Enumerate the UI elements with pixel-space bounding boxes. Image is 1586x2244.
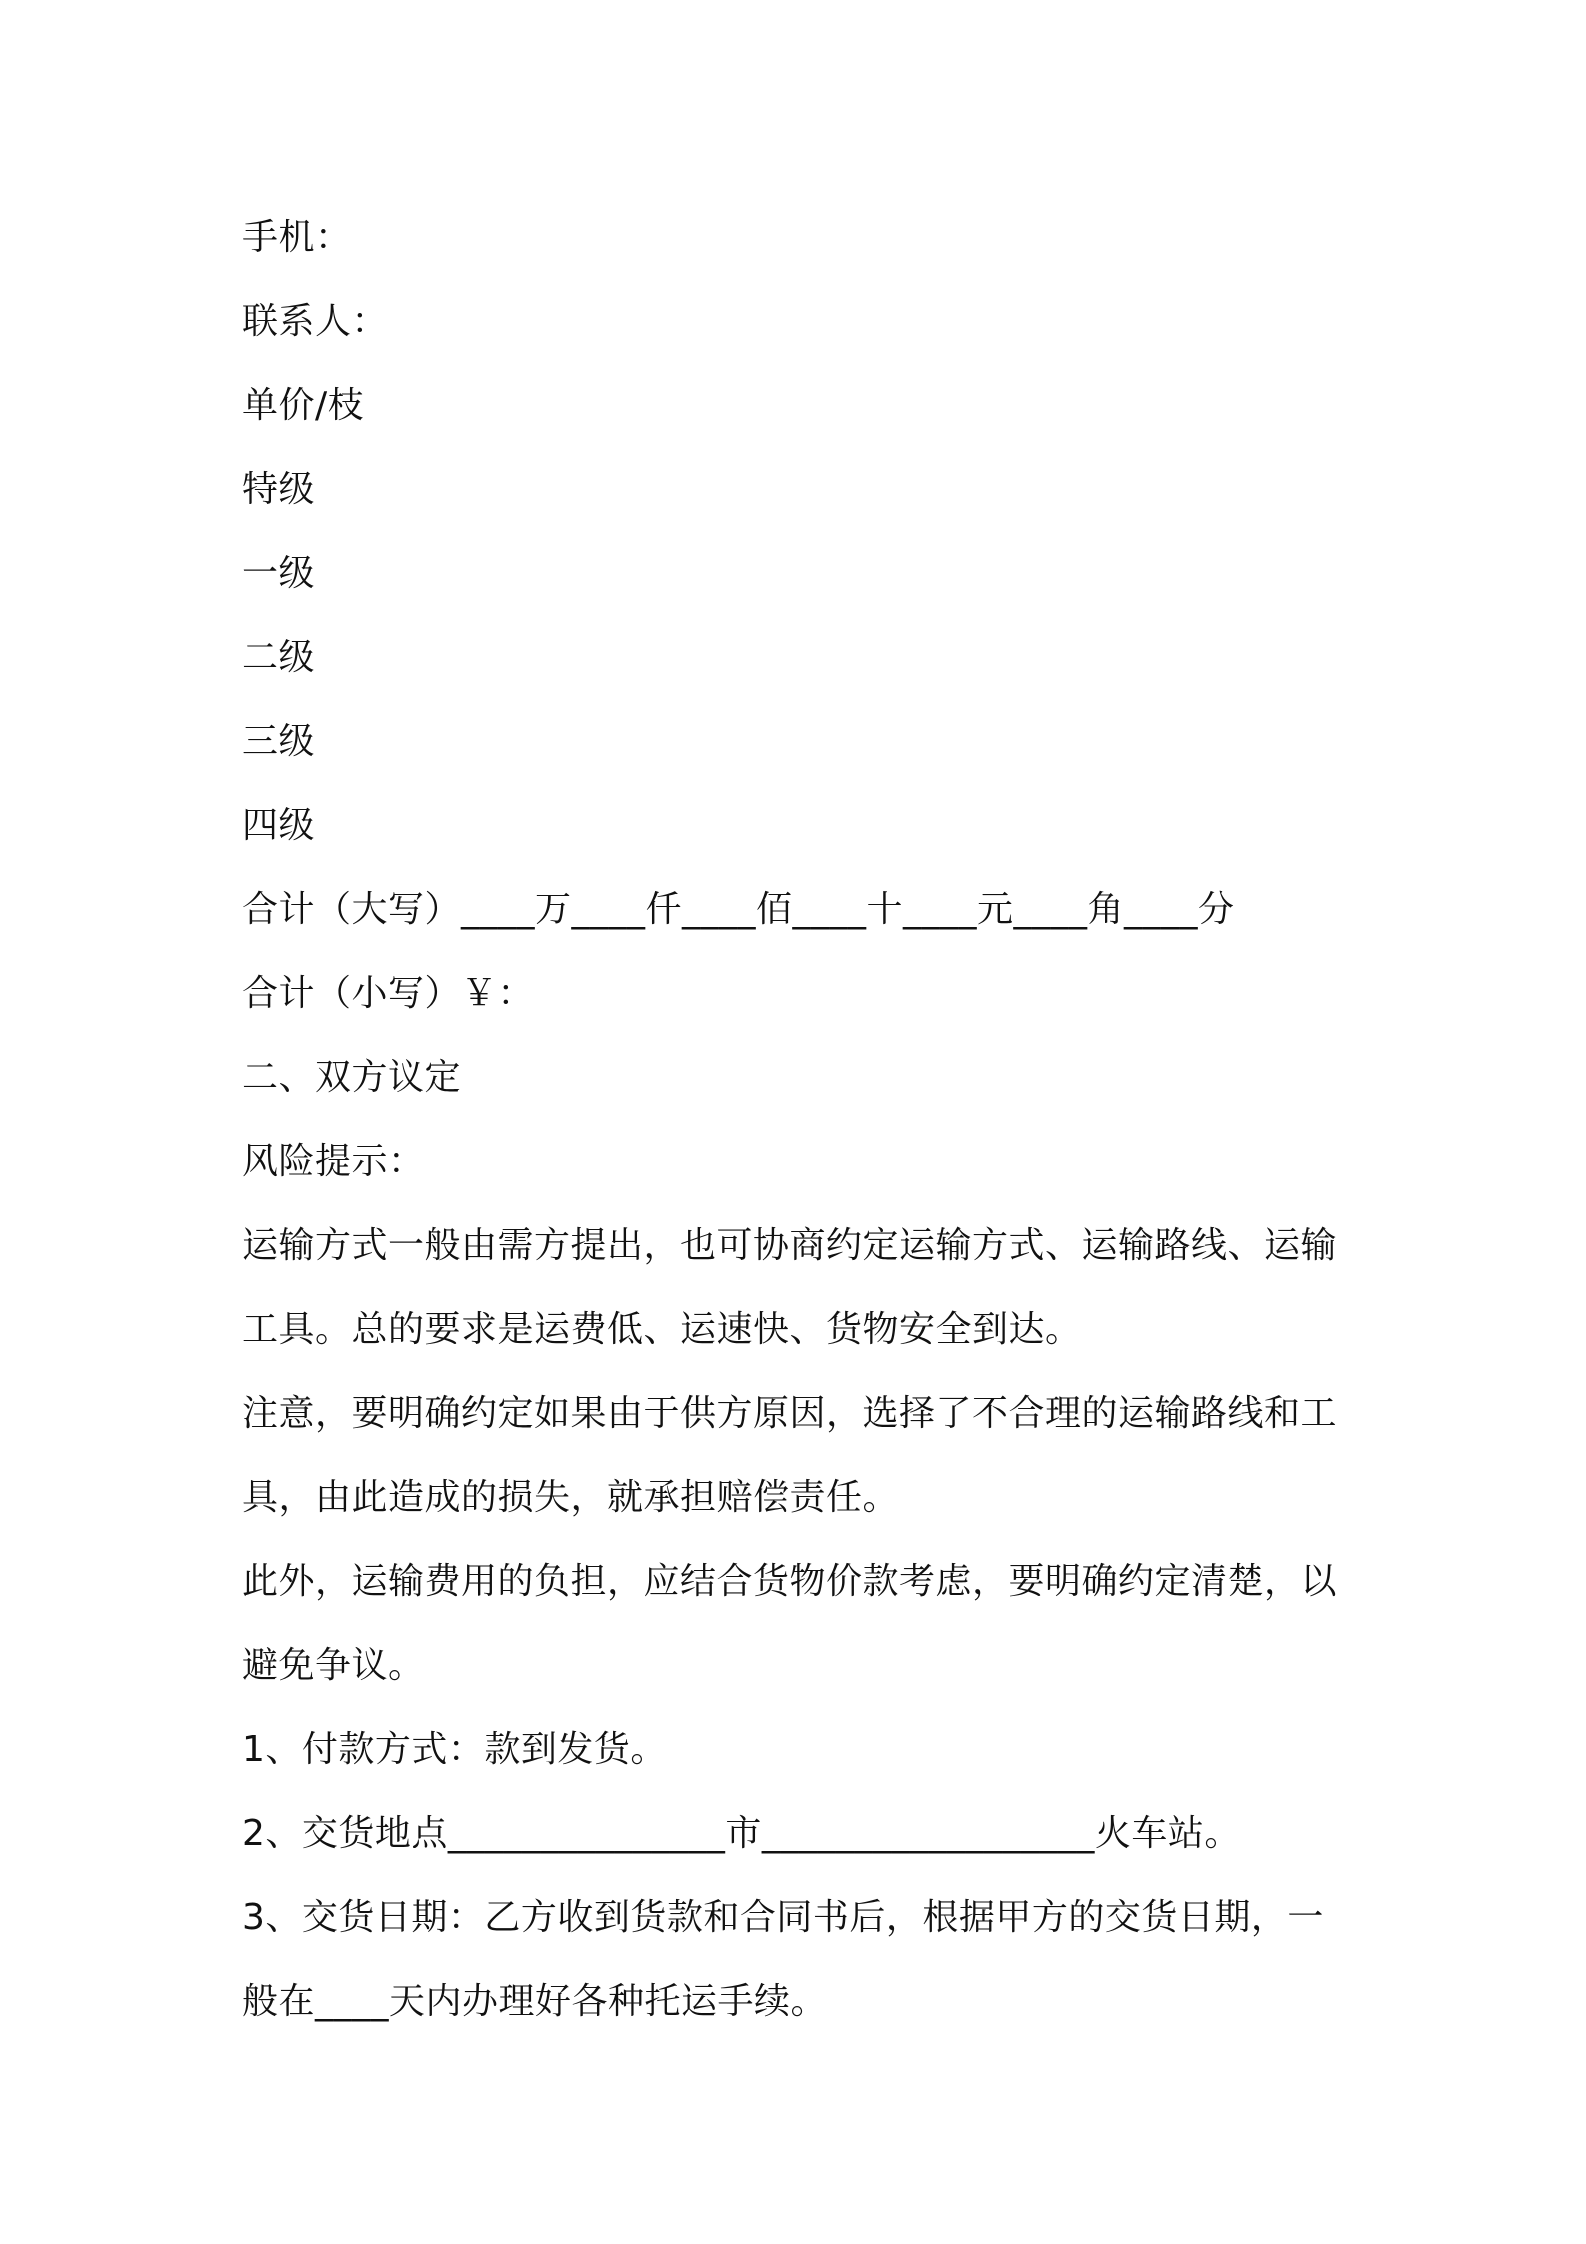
grade-three: 三级 <box>242 721 316 762</box>
grade-two: 二级 <box>242 637 316 678</box>
paragraph-line: 避免争议。 <box>242 1645 425 1686</box>
paragraph-line: 注意，要明确约定如果由于供方原因，选择了不合理的运输路线和工 <box>242 1393 1338 1434</box>
grade-special: 特级 <box>242 469 316 510</box>
section-heading-agreement: 二、双方议定 <box>242 1057 462 1098</box>
grade-one: 一级 <box>242 553 316 594</box>
clause-delivery-location: 2、交货地点_______________市__________________火车站。 <box>242 1813 1241 1854</box>
clause-payment-method: 1、付款方式：款到发货。 <box>242 1729 667 1770</box>
risk-notice-label: 风险提示： <box>242 1141 425 1182</box>
unit-price-label: 单价/枝 <box>242 385 365 426</box>
grade-four: 四级 <box>242 805 316 846</box>
total-uppercase: 合计（大写）____万____仟____佰____十____元____角____分 <box>242 889 1235 930</box>
paragraph-line: 具，由此造成的损失，就承担赔偿责任。 <box>242 1477 900 1518</box>
paragraph-line: 工具。总的要求是运费低、运速快、货物安全到达。 <box>242 1309 1082 1350</box>
clause-delivery-date-cont: 般在____天内办理好各种托运手续。 <box>242 1981 828 2022</box>
document-body <box>242 196 1362 2044</box>
clause-delivery-date: 3、交货日期：乙方收到货款和合同书后，根据甲方的交货日期，一 <box>242 1897 1324 1938</box>
phone-label: 手机： <box>242 217 352 258</box>
paragraph-line: 运输方式一般由需方提出，也可协商约定运输方式、运输路线、运输 <box>242 1225 1338 1266</box>
contact-person-label: 联系人： <box>242 301 389 342</box>
total-lowercase: 合计（小写）￥： <box>242 973 535 1014</box>
paragraph-line: 此外，运输费用的负担，应结合货物价款考虑，要明确约定清楚，以 <box>242 1561 1338 1602</box>
